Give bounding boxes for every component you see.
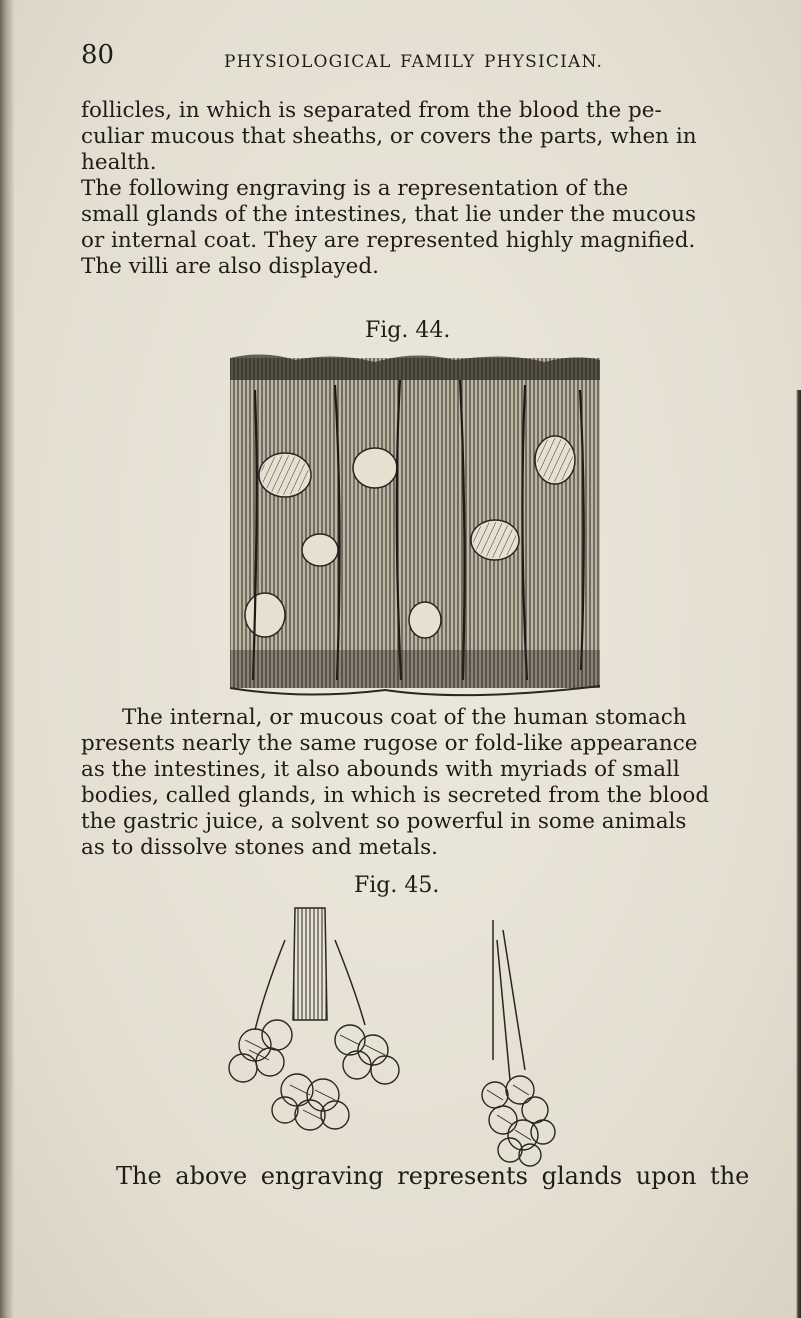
- text-line: bodies, called glands, in which is secreted from the blood: [81, 783, 710, 808]
- text-line: presents nearly the same rugose or fold-like appearance: [81, 731, 698, 756]
- text-line: the gastric juice, a solvent so powerful in some animals: [81, 809, 687, 834]
- text-line: as to dissolve stones and metals.: [81, 835, 438, 860]
- figure-44-engraving: [225, 350, 605, 700]
- text-line: or internal coat. They are represented highly magnified.: [81, 228, 696, 253]
- page-number: 80: [81, 40, 115, 70]
- paragraph-stomach: [81, 705, 747, 861]
- text-line: small glands of the intestines, that lie under the mucous: [81, 202, 696, 227]
- figure-45-caption: Fig. 45.: [354, 873, 440, 898]
- paragraph-follicles: [81, 98, 741, 280]
- page-gutter-shadow: [0, 0, 14, 1318]
- text-line: The internal, or mucous coat of the human stomach: [122, 705, 687, 730]
- page-edge-shadow: [796, 390, 801, 1318]
- text-line: culiar mucous that sheaths, or covers the parts, when in: [81, 124, 697, 149]
- text-line: health.: [81, 150, 157, 175]
- left-gland-cluster: [229, 908, 399, 1130]
- text-line: follicles, in which is separated from the blood the pe-: [81, 98, 662, 123]
- text-line: The following engraving is a representation of the: [81, 176, 629, 201]
- text-line: The above engraving represents glands upon the: [116, 1162, 750, 1190]
- paragraph-glands: [81, 1162, 750, 1190]
- figure-45-engraving: [225, 900, 605, 1175]
- text-line: The villi are also displayed.: [81, 254, 379, 279]
- figure-44-caption: Fig. 44.: [365, 318, 451, 343]
- text-line: as the intestines, it also abounds with myriads of small: [81, 757, 680, 782]
- running-head: PHYSIOLOGICAL FAMILY PHYSICIAN.: [224, 52, 604, 72]
- right-gland: [482, 920, 555, 1166]
